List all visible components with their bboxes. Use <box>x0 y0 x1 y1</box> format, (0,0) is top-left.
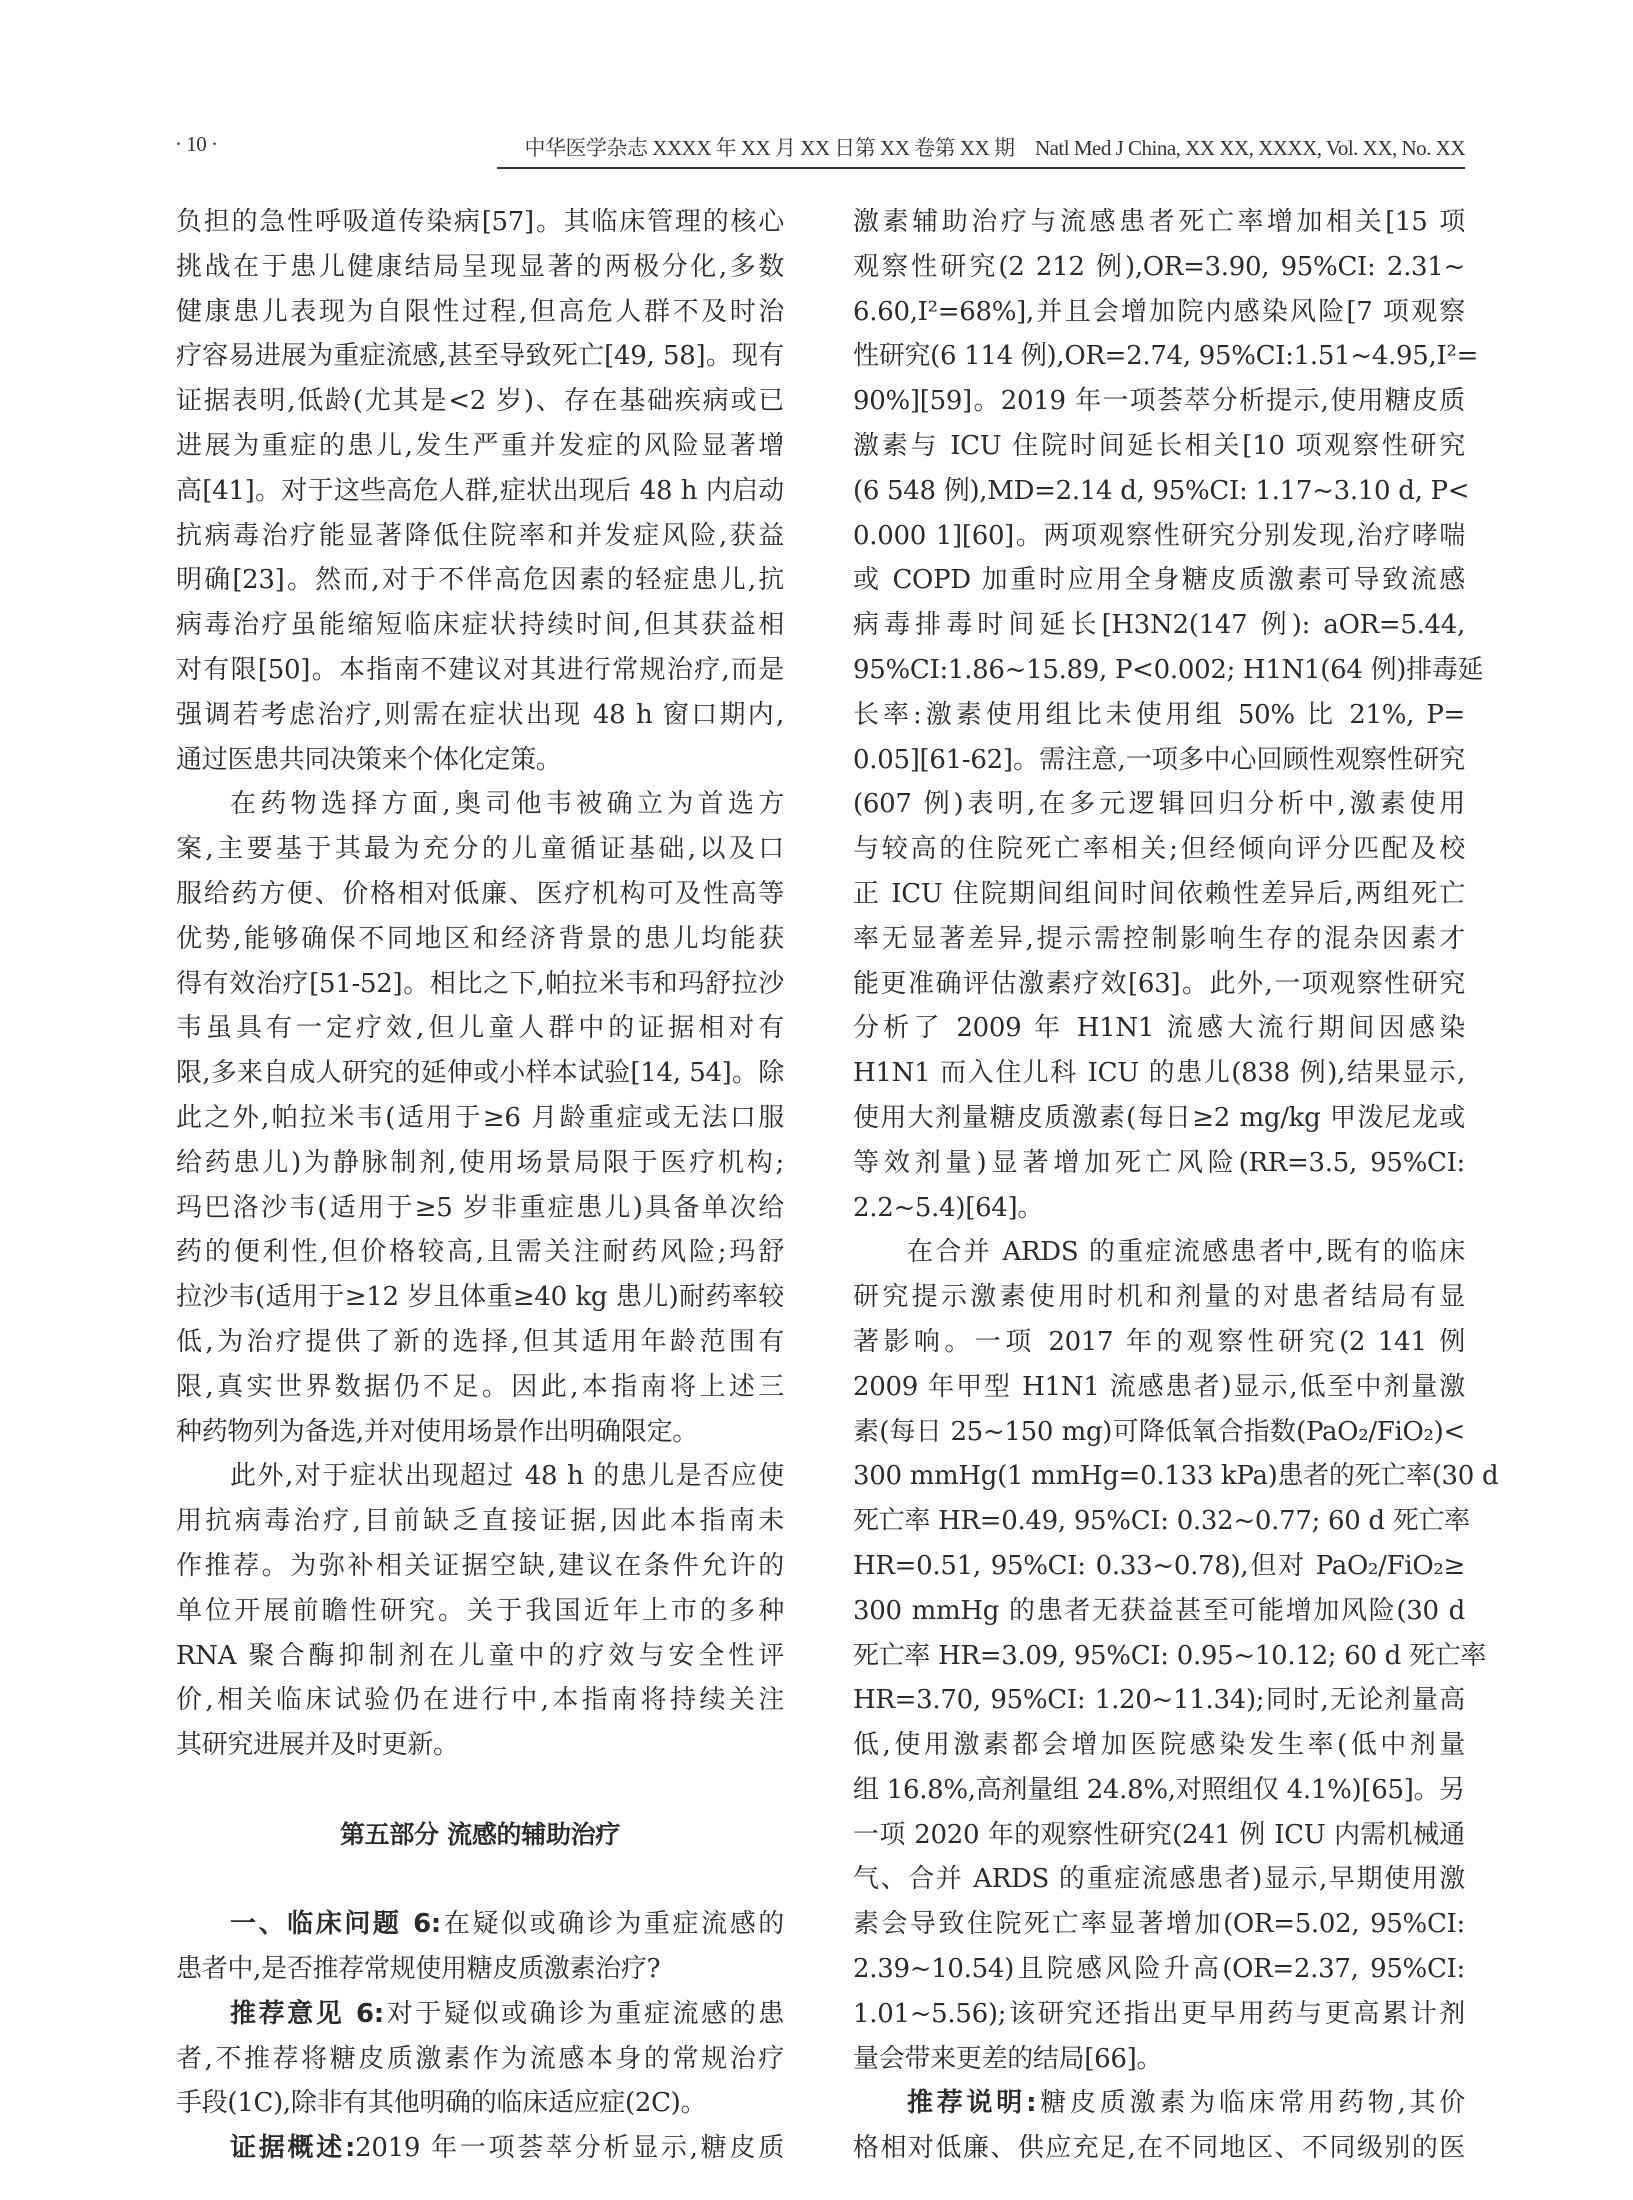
text-line: 抗病毒治疗能显著降低住院率和并发症风险,获益 <box>176 520 784 551</box>
text-line: HR=0.51, 95%CI: 0.33~0.78),但对 PaO₂/FiO₂≥ <box>853 1550 1465 1581</box>
text-line: 负担的急性呼吸道传染病[57]。其临床管理的核心 <box>176 207 784 237</box>
text-line: 通过医患共同决策来个体化定策。 <box>176 744 562 775</box>
text-line: 拉沙韦(适用于≥12 岁且体重≥40 kg 患儿)耐药率较 <box>176 1282 784 1313</box>
evidence-lead: 证据概述: <box>230 2133 356 2164</box>
text-line: (607 例)表明,在多元逻辑回归分析中,激素使用 <box>853 789 1465 820</box>
text-line: 种药物列为备选,并对使用场景作出明确限定。 <box>176 1416 698 1447</box>
text-line: 素(每日 25~150 mg)可降低氧合指数(PaO₂/FiO₂)< <box>853 1416 1465 1447</box>
text-line: 激素与 ICU 住院时间延长相关[10 项观察性研究 <box>853 430 1465 461</box>
text-line: 强调若考虑治疗,则需在症状出现 48 h 窗口期内, <box>176 699 784 730</box>
spacer <box>176 1768 784 1813</box>
text-line: 优势,能够确保不同地区和经济背景的患儿均能获 <box>176 923 784 954</box>
text-line: 量会带来更差的结局[66]。 <box>853 2043 1163 2074</box>
right-body-text <box>853 200 1499 2081</box>
text-line: 激素辅助治疗与流感患者死亡率增加相关[15 项 <box>853 207 1465 237</box>
recommendation-text: 对于疑似或确诊为重症流感的患 <box>383 1998 784 2029</box>
text-line: 能更准确评估激素疗效[63]。此外,一项观察性研究 <box>853 968 1465 999</box>
text-line: 组 16.8%,高剂量组 24.8%,对照组仅 4.1%)[65]。另 <box>853 1774 1465 1805</box>
question-text: 在疑似或确诊为重症流感的 <box>441 1909 784 1940</box>
text-line: (6 548 例),MD=2.14 d, 95%CI: 1.17~3.10 d, P< <box>853 475 1470 506</box>
text-line: 疗容易进展为重症流感,甚至导致死亡[49, 58]。现有 <box>176 341 784 372</box>
text-line: 在合并 ARDS 的重症流感患者中,既有的临床 <box>907 1237 1465 1268</box>
text-line: 病毒排毒时间延长[H3N2(147 例): aOR=5.44, <box>853 610 1465 641</box>
text-line: 挑战在于患儿健康结局呈现显著的两极分化,多数 <box>176 251 784 282</box>
text-line: 0.05][61-62]。需注意,一项多中心回顾性观察性研究 <box>853 744 1465 775</box>
text-line: 得有效治疗[51-52]。相比之下,帕拉米韦和玛舒拉沙 <box>176 968 784 999</box>
text-line: 进展为重症的患儿,发生严重并发症的风险显著增 <box>176 430 784 461</box>
text-line: 韦虽具有一定疗效,但儿童人群中的证据相对有 <box>176 1013 784 1044</box>
text-line: 价,相关临床试验仍在进行中,本指南将持续关注 <box>176 1685 784 1716</box>
text-line: 90%][59]。2019 年一项荟萃分析提示,使用糖皮质 <box>853 386 1465 417</box>
text-line: 病毒治疗虽能缩短临床症状持续时间,但其获益相 <box>176 610 784 641</box>
text-line: 明确[23]。然而,对于不伴高危因素的轻症患儿,抗 <box>176 565 784 596</box>
clinical-question-6 <box>176 1902 784 1947</box>
text-line: 一项 2020 年的观察性研究(241 例 ICU 内需机械通 <box>853 1819 1465 1850</box>
text-line: 或 COPD 加重时应用全身糖皮质激素可导致流感 <box>853 565 1465 596</box>
text-line: 玛巴洛沙韦(适用于≥5 岁非重症患儿)具备单次给 <box>176 1192 784 1223</box>
text-line: 300 mmHg(1 mmHg=0.133 kPa)患者的死亡率(30 d <box>853 1461 1499 1492</box>
text-line: 在药物选择方面,奥司他韦被确立为首选方 <box>230 789 784 820</box>
text-line: 与较高的住院死亡率相关;但经倾向评分匹配及校 <box>853 834 1465 865</box>
text-line: 2.39~10.54)且院感风险升高(OR=2.37, 95%CI: <box>853 1954 1465 1985</box>
text-line: 分析了 2009 年 H1N1 流感大流行期间因感染 <box>853 1013 1465 1044</box>
right-column <box>853 200 1499 2171</box>
text-line: 观察性研究(2 212 例),OR=3.90, 95%CI: 2.31~ <box>853 251 1465 282</box>
text-line: 长率:激素使用组比未使用组 50% 比 21%, P= <box>853 699 1465 730</box>
text-line: H1N1 而入住儿科 ICU 的患儿(838 例),结果显示, <box>853 1058 1465 1089</box>
text-line: 正 ICU 住院期间组间时间依赖性差异后,两组死亡 <box>853 878 1465 909</box>
text-line: 300 mmHg 的患者无获益甚至可能增加风险(30 d <box>853 1595 1465 1626</box>
question-lead: 一、临床问题 6: <box>230 1909 442 1940</box>
text-line: 6.60,I²=68%],并且会增加院内感染风险[7 项观察 <box>853 296 1465 327</box>
recommendation-lead: 推荐意见 6: <box>230 1998 384 2029</box>
text-line: 此外,对于症状出现超过 48 h 的患儿是否应使 <box>230 1461 784 1492</box>
recommendation-text-3: 手段(1C),除非有其他明确的临床适应症(2C)。 <box>176 2088 707 2119</box>
text-line: 其研究进展并及时更新。 <box>176 1730 459 1761</box>
text-line: 0.000 1][60]。两项观察性研究分别发现,治疗哮喘 <box>853 520 1465 551</box>
recommendation-6 <box>176 1992 784 2037</box>
section-title: 第五部分 流感的辅助治疗 <box>339 1819 621 1849</box>
text-line: 高[41]。对于这些高危人群,症状出现后 48 h 内启动 <box>176 475 784 506</box>
page-number: · 10 · <box>175 132 218 156</box>
text-line: HR=3.70, 95%CI: 1.20~11.34);同时,无论剂量高 <box>853 1685 1465 1716</box>
recommendation-text-2: 者,不推荐将糖皮质激素作为流感本身的常规治疗 <box>176 2043 784 2074</box>
text-line: RNA 聚合酶抑制剂在儿童中的疗效与安全性评 <box>176 1640 784 1671</box>
text-line: 案,主要基于其最为充分的儿童循证基础,以及口 <box>176 834 784 865</box>
text-line: 率无显著差异,提示需控制影响生存的混杂因素才 <box>853 923 1465 954</box>
text-line: 2009 年甲型 H1N1 流感患者)显示,低至中剂量激 <box>853 1371 1465 1402</box>
recommendation-explanation <box>853 2081 1465 2126</box>
text-line: 使用大剂量糖皮质激素(每日≥2 mg/kg 甲泼尼龙或 <box>853 1102 1465 1133</box>
text-line: 证据表明,低龄(尤其是<2 岁)、存在基础疾病或已 <box>176 386 784 417</box>
text-line: 性研究(6 114 例),OR=2.74, 95%CI:1.51~4.95,I²= <box>853 341 1479 372</box>
text-line: 健康患儿表现为自限性过程,但高危人群不及时治 <box>176 296 784 327</box>
text-line: 死亡率 HR=3.09, 95%CI: 0.95~10.12; 60 d 死亡率 <box>853 1640 1487 1671</box>
text-line: 服给药方便、价格相对低廉、医疗机构可及性高等 <box>176 878 784 909</box>
text-line: 95%CI:1.86~15.89, P<0.002; H1N1(64 例)排毒延 <box>853 654 1484 685</box>
text-line: 给药患儿)为静脉制剂,使用场景局限于医疗机构; <box>176 1147 784 1178</box>
question-text-2: 患者中,是否推荐常规使用糖皮质激素治疗? <box>176 1954 661 1985</box>
text-line: 死亡率 HR=0.49, 95%CI: 0.32~0.77; 60 d 死亡率 <box>853 1506 1470 1537</box>
text-line: 气、合并 ARDS 的重症流感患者)显示,早期使用激 <box>853 1864 1465 1895</box>
spacer <box>176 1857 784 1902</box>
text-line: 2.2~5.4)[64]。 <box>853 1192 1044 1223</box>
explanation-lead: 推荐说明: <box>907 2088 1037 2119</box>
header-rule <box>497 167 1465 169</box>
text-line: 低,为治疗提供了新的选择,但其适用年龄范围有 <box>176 1326 784 1357</box>
text-line: 限,多来自成人研究的延伸或小样本试验[14, 54]。除 <box>176 1058 784 1089</box>
left-body-text <box>176 200 784 1768</box>
text-line: 研究提示激素使用时机和剂量的对患者结局有显 <box>853 1282 1465 1313</box>
explanation-text: 糖皮质激素为临床常用药物,其价 <box>1036 2088 1466 2119</box>
text-line: 单位开展前瞻性研究。关于我国近年上市的多种 <box>176 1595 784 1626</box>
text-line: 1.01~5.56);该研究还指出更早用药与更高累计剂 <box>853 1998 1465 2029</box>
text-line: 限,真实世界数据仍不足。因此,本指南将上述三 <box>176 1371 784 1402</box>
text-line: 药的便利性,但价格较高,且需关注耐药风险;玛舒 <box>176 1237 784 1268</box>
text-line: 作推荐。为弥补相关证据空缺,建议在条件允许的 <box>176 1550 784 1581</box>
explanation-text-2: 格相对低廉、供应充足,在不同地区、不同级别的医 <box>853 2133 1465 2164</box>
left-column <box>176 200 784 2171</box>
evidence-summary <box>176 2126 784 2171</box>
text-line: 低,使用激素都会增加医院感染发生率(低中剂量 <box>853 1730 1465 1761</box>
evidence-text: 2019 年一项荟萃分析显示,糖皮质 <box>355 2133 784 2164</box>
text-line: 等效剂量)显著增加死亡风险(RR=3.5, 95%CI: <box>853 1147 1465 1178</box>
text-line: 对有限[50]。本指南不建议对其进行常规治疗,而是 <box>176 654 784 685</box>
text-line: 著影响。一项 2017 年的观察性研究(2 141 例 <box>853 1326 1465 1357</box>
text-line: 此之外,帕拉米韦(适用于≥6 月龄重症或无法口服 <box>176 1102 784 1133</box>
text-line: 用抗病毒治疗,目前缺乏直接证据,因此本指南未 <box>176 1506 784 1537</box>
journal-running-header: 中华医学杂志 XXXX 年 XX 月 XX 日第 XX 卷第 XX 期 Natl Med J China, XX XX, XXXX, Vol. XX, No. XX <box>524 136 1465 160</box>
text-line: 素会导致住院死亡率显著增加(OR=5.02, 95%CI: <box>853 1909 1465 1940</box>
